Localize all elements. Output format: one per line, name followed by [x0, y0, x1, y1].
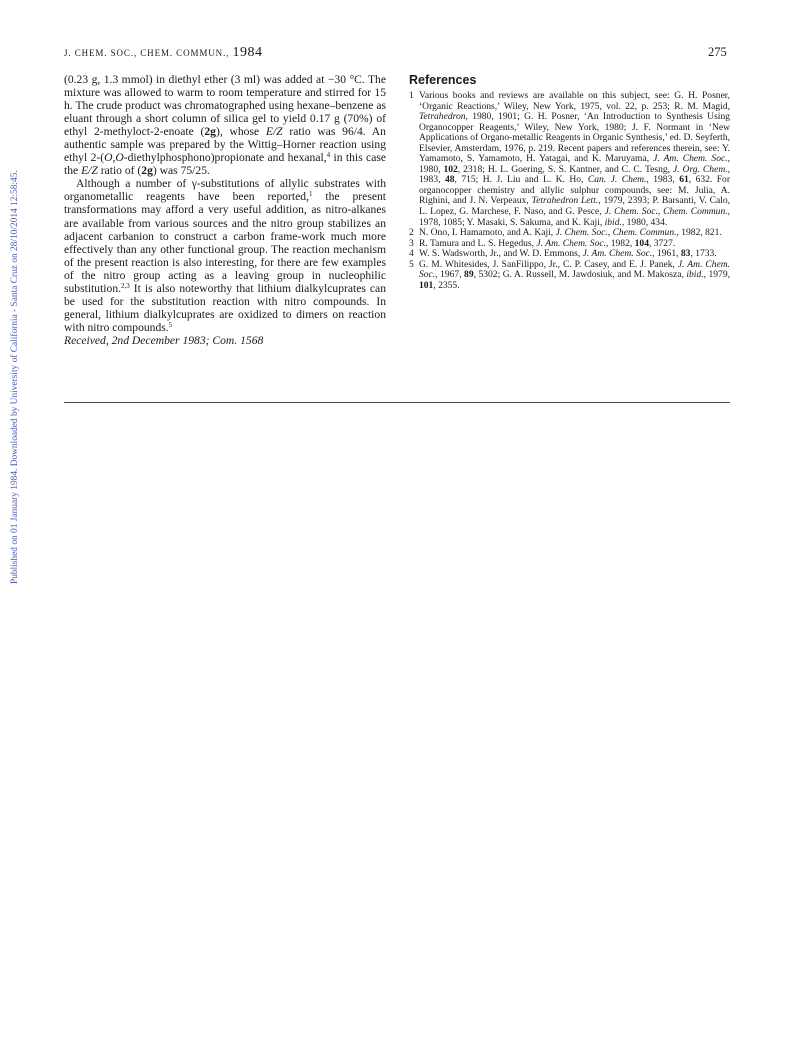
text-run: O,O	[104, 151, 124, 165]
received-date: Received, 2nd December 1983; Com. 1568	[64, 333, 264, 347]
text-run: W. S. Wadsworth, Jr., and W. D. Emmons,	[419, 248, 583, 260]
reference-number: 2	[409, 227, 414, 239]
reference-item	[409, 260, 730, 292]
text-run: E/Z	[81, 164, 98, 178]
text-run: 1980,	[419, 163, 444, 175]
text-run: 102	[443, 163, 458, 175]
text-run: 61	[679, 174, 689, 186]
text-run: , 2355.	[433, 279, 460, 291]
text-run: 1983,	[419, 174, 445, 186]
text-run: 1980, 1901; G. H. Posner, ‘An Introduction to Synthesis Using Organocopper Reagents,’ Wiley, New York, 1980; J. F. Normant in ‘New Applications of Organo-metallic Reagents in Organic Synthesis,’ ed. D. Seyferth, Elsevier, Amsterdam, 1976, p. 219. Recent papers and references therein, see: Y. Yamamoto, S. Yamamoto, H. Yatagai, and K. Maruyama,	[419, 111, 730, 165]
text-run: the present transformations may afford a very useful addition, as nitro-alkanes are available from various sources and the nitro group stabilizes an adjacent carbanion to construct a carbon frame-work much more effectively than any other functional group. The reaction mechanism of the present reaction is also interesting, for there are few examples of the nitro group acting as a leaving group in nucleophilic substitution.	[64, 190, 386, 295]
text-run: N. Ono, I. Hamamoto, and A. Kaji,	[419, 227, 556, 239]
text-run: 1978, 1085; Y. Masaki, S. Sakuma, and K. Kaji,	[419, 216, 605, 228]
text-run: , 2318; H. L. Goering, S. S. Kantner, and C. C. Tesng,	[457, 163, 673, 175]
citation-superscript: 2,3	[121, 281, 130, 290]
text-run: ), whose	[215, 125, 266, 139]
page-divider	[64, 402, 730, 403]
text-run: , 632. For organocopper chemistry and allylic sulphur compounds, see: M. Julia, A. Righini, and J. N. Verpeaux,	[419, 174, 730, 207]
journal-name: J. CHEM. SOC., CHEM. COMMUN.,	[64, 48, 230, 58]
reference-number: 1	[409, 90, 414, 101]
text-run: 1979,	[706, 269, 730, 281]
citation-superscript: 5	[168, 320, 173, 329]
text-run: , 3727.	[648, 237, 676, 249]
references-heading: References	[409, 73, 477, 87]
text-run: ratio was 96/4. An authentic sample was prepared by the Wittig–Horner reaction using ethyl 2-(	[64, 125, 386, 165]
running-head	[64, 45, 263, 61]
text-run: J. Am. Chem. Soc.,	[653, 153, 730, 165]
text-run: 83	[680, 248, 691, 260]
text-run: 104	[634, 237, 649, 249]
text-run: 1980, 434.	[624, 216, 668, 228]
text-run: Tetrahedron,	[419, 111, 468, 123]
text-run: 1961,	[654, 248, 681, 260]
text-run: E/Z	[265, 125, 283, 139]
text-run: J. Am. Chem. Soc.,	[536, 237, 609, 249]
reference-number: 3	[409, 237, 414, 249]
download-watermark: Published on 01 January 1984. Downloaded by University of California - Santa Cruz on 28/10/2014 12:58:45.	[10, 170, 20, 584]
text-run: It is also noteworthy that lithium dialkylcuprates can be used for the substitution reaction with nitro compounds. In general, lithium dialkylcuprates are oxidized to dimers on reaction with nitro compounds.	[64, 281, 386, 334]
text-run: Can. J. Chem.,	[587, 174, 649, 186]
text-run: ratio of (	[97, 164, 142, 178]
right-column	[409, 73, 730, 291]
text-run: in this case the	[64, 151, 386, 178]
reference-number: 4	[409, 248, 414, 260]
text-run: Tetrahedron Lett.,	[531, 195, 601, 207]
text-run: Various books and reviews are available on this subject, see: G. H. Posner, ‘Organic Reactions,’ Wiley, New York, 1975, vol. 22, p. 253; R. M. Magid,	[419, 90, 730, 112]
text-run: J. Chem. Soc., Chem. Commun.,	[555, 227, 679, 239]
body-paragraph-1	[64, 73, 386, 177]
text-run: 2g	[141, 164, 153, 178]
references-list	[409, 91, 730, 291]
text-run: 1982,	[608, 237, 635, 249]
left-column	[64, 73, 386, 347]
text-run: R. Tamura and L. S. Hegedus,	[419, 237, 537, 249]
text-run: J. Chem. Soc., Chem. Commun.,	[604, 206, 730, 218]
text-run: , 1733.	[690, 248, 717, 260]
text-run: J. Am. Chem. Soc.,	[419, 258, 730, 281]
reference-text	[419, 91, 730, 228]
citation-superscript: 4	[326, 151, 331, 160]
text-run: 48	[444, 174, 455, 186]
text-run: 2g	[204, 125, 216, 139]
reference-number: 5	[409, 258, 414, 270]
text-run: 1967,	[437, 269, 465, 281]
text-run: G. M. Whitesides, J. SanFilippo, Jr., C. P. Casey, and E. J. Panek,	[419, 258, 678, 270]
text-run: ibid.,	[604, 216, 625, 228]
text-run: , 5302; G. A. Russell, M. Jawdosiuk, and M. Makosza,	[473, 269, 687, 281]
text-run: ) was 75/25.	[152, 164, 210, 178]
text-run: -diethylphosphono)propionate and hexanal,	[123, 151, 327, 165]
text-run: 89	[464, 269, 474, 281]
reference-item	[409, 91, 730, 228]
text-run: ibid.,	[686, 269, 706, 281]
reference-text	[419, 260, 730, 292]
text-run: , 715; H. J. Liu and L. K. Ho,	[454, 174, 588, 186]
journal-year: 1984	[232, 45, 263, 60]
text-run: (0.23 g, 1.3 mmol) in diethyl ether (3 ml) was added at −30 °C. The mixture was allowed to warm to room temperature and stirred for 15 h. The crude product was chromatographed using hexane–benzene as eluant through a short column of silica gel to yield 0.17 g (70%) of ethyl 2-methyloct-2-enoate (	[64, 73, 386, 139]
text-run: Although a number of γ-substitutions of allylic substrates with organometallic reagents have been reported,	[64, 177, 386, 204]
text-run: J. Am. Chem. Soc.,	[582, 248, 655, 260]
text-run: 1982, 821.	[678, 227, 722, 239]
body-paragraph-2	[64, 177, 386, 334]
text-run: 1979, 2393; P. Barsanti, V. Calo, L. Lopez, G. Marchese, F. Naso, and G. Pesce,	[419, 195, 731, 218]
text-run: J. Org. Chem.,	[672, 163, 730, 175]
text-run: 1983,	[648, 174, 680, 186]
text-run: 101	[419, 279, 434, 291]
page-number: 275	[708, 45, 727, 59]
citation-superscript: 1	[308, 190, 313, 199]
